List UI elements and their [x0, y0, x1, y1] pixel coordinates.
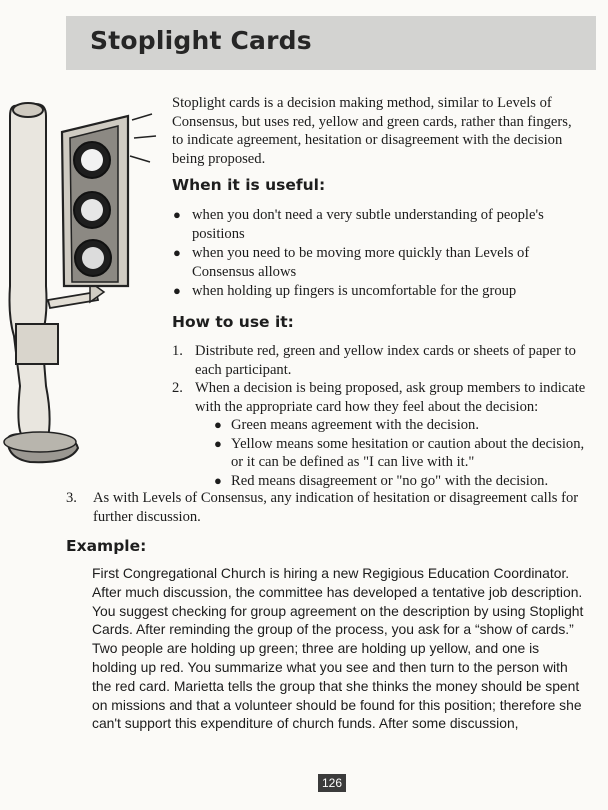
traffic-light-illustration	[0, 86, 160, 466]
title-bar	[66, 16, 596, 70]
when-useful-list	[172, 206, 584, 302]
bullet-icon: ●	[214, 472, 222, 488]
list-item: ● when you need to be moving more quickly than Levels of Consensus allows	[173, 245, 530, 280]
list-item: ● when you don't need a very subtle understanding of people's positions	[173, 207, 544, 242]
step-item: 3. As with Levels of Consensus, any indication of hesitation or disagreement calls for further discussion.	[66, 490, 579, 525]
bullet-icon: ●	[173, 207, 181, 222]
list-item: ● Yellow means some hesitation or caution about the decision, or it can be defined as "I can live with it."	[214, 435, 585, 470]
bullet-icon: ●	[214, 417, 222, 432]
list-item: ● Red means disagreement or "no go" with the decision.	[214, 472, 549, 489]
how-to-use-steps	[172, 342, 588, 490]
when-useful-heading: When it is useful:	[172, 176, 326, 194]
example-paragraph: First Congregational Church is hiring a new Regigious Education Coordinator. After much discussion, the committee has developed a tentative job description. You suggest checking for group agreement on the description by using Stoplight Cards. After reminding the group of the process, you ask for a “show of cards.” Two people are holding up green; three are holding up yellow, and one is holding up red. You summarize what you see and then turn to the person with the red card. Marietta tells the group that she thinks the money should be spent on missions and that a volunteer should be found for this position; therefore she can't support this expenditure of church funds. After some discussion,	[92, 565, 584, 732]
intro-paragraph: Stoplight cards is a decision making method, similar to Levels of Consensus, but uses red, yellow and green cards, rather than fingers, to indicate agreement, hesitation or disagreement with the decision being proposed.	[172, 95, 572, 167]
bullet-icon: ●	[173, 283, 181, 298]
bullet-icon: ●	[214, 435, 222, 451]
step-item: 2. When a decision is being proposed, ask group members to indicate with the appropriate card how they feel about the decision: ● Green means agreement with the decision. ● Yellow means some hesitation or caution about the decision, or it can be defined as "I can live with it." ● Red means disagreement or "no go" with the decision.	[172, 379, 588, 490]
bullet-icon: ●	[173, 245, 181, 260]
page-title: Stoplight Cards	[90, 26, 312, 55]
list-item: ● Green means agreement with the decision.	[214, 417, 480, 433]
page-number: 126	[318, 774, 346, 792]
example-heading: Example:	[66, 537, 147, 555]
how-to-use-heading: How to use it:	[172, 313, 294, 331]
step-item: 1. Distribute red, green and yellow index cards or sheets of paper to each participant.	[172, 343, 576, 378]
list-item: ● when holding up fingers is uncomfortable for the group	[173, 283, 517, 299]
card-meaning-list	[195, 416, 588, 490]
